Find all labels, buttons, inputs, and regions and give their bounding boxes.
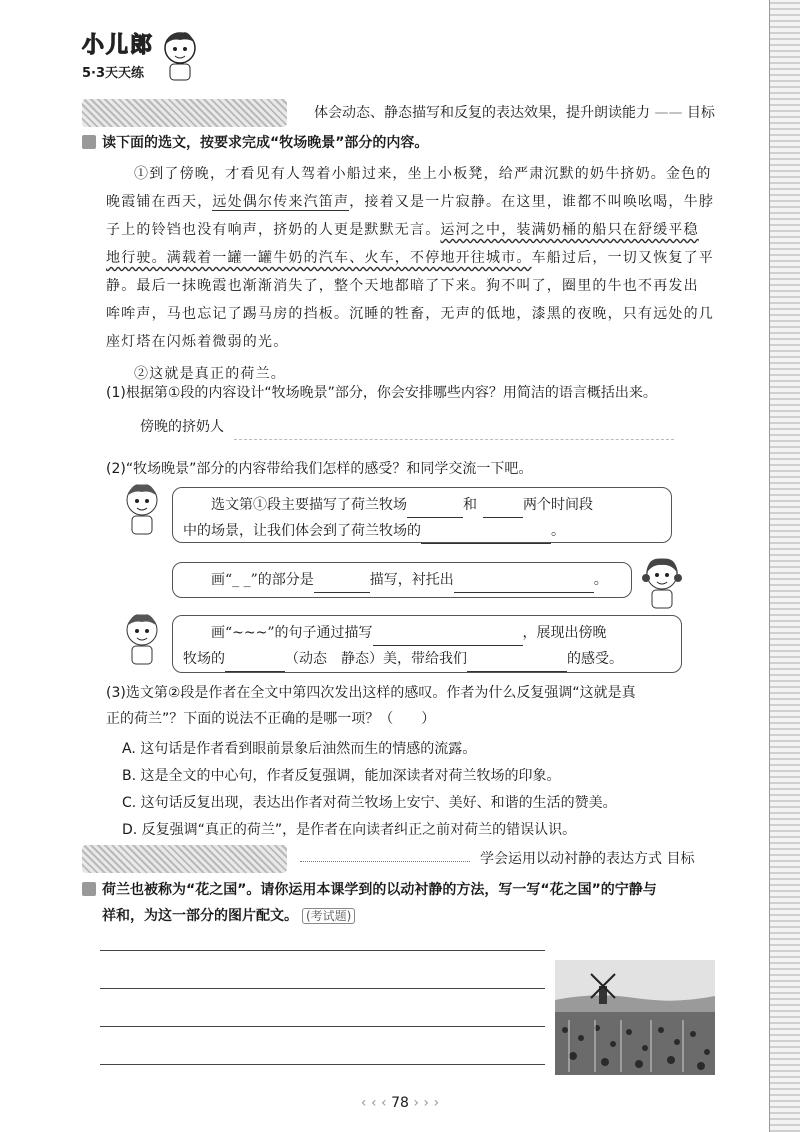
series-label: 5·3天天练 xyxy=(82,66,145,81)
blank-time-2[interactable] xyxy=(483,501,523,518)
exam-tag: (考试题) xyxy=(302,908,355,924)
passage-line: 晚霞铺在西天，远处偶尔传来汽笛声，接着又是一片寂静。在这里，谁都不叫唤吆喝，牛脖 xyxy=(106,194,715,210)
wavy-underlined-sentence: 运河之中，装满奶桶的船只在舒缓平稳 xyxy=(440,222,699,238)
passage-line: 座灯塔在闪烁着微弱的光。 xyxy=(106,334,289,350)
mascot-icon xyxy=(160,28,200,86)
page-binding-edge xyxy=(769,0,800,1132)
option-d[interactable]: D. 反复强调“真正的荷兰”，是作者在向读者纠正之前对荷兰的错误认识。 xyxy=(122,822,577,838)
section2-goal-text: 学会运用以动衬静的表达方式 xyxy=(480,851,662,867)
question-1-answer-field[interactable] xyxy=(140,414,700,440)
page-number: 78 xyxy=(391,1095,409,1111)
section2-banner xyxy=(82,845,287,873)
section2-goal xyxy=(480,846,694,872)
passage-line: 哞哞声，马也忘记了踢马房的挡板。沉睡的牲畜，无声的低地，漆黑的夜晚，只有远处的几 xyxy=(106,306,714,322)
brand-mark: 小儿郎 xyxy=(82,32,155,58)
question-3-options xyxy=(122,736,617,844)
question-1-answer: 傍晚的挤奶人 xyxy=(140,419,224,435)
passage-line: ①到了傍晚，才看见有人驾着小船过来，坐上小板凳，给严肃沉默的奶牛挤奶。金色的 xyxy=(134,166,712,182)
section2-prompt: 荷兰也被称为“花之国”。请你运用本课学到的以动衬静的方法，写一写“花之国”的宁静与 祥和，为这一部分的图片配文。 (考试题) xyxy=(82,877,722,929)
passage-line: 子上的铃铛也没有响声，挤奶的人更是默默无言。运河之中，装满奶桶的船只在舒缓平稳 xyxy=(106,222,699,238)
blank-described-things[interactable] xyxy=(373,629,523,646)
question-number-icon-2 xyxy=(82,882,96,896)
section2-divider xyxy=(300,860,470,862)
section1-goal: 体会动态、静态描写和反复的表达效果，提升朗读能力 —— 目标 xyxy=(314,105,715,121)
wavy-mark: ~~~ xyxy=(232,625,268,641)
passage-paragraph-2: ②这就是真正的荷兰。 xyxy=(134,366,286,382)
section2-goal-suffix: 目标 xyxy=(666,851,695,867)
page-footer: ‹ ‹ ‹ 78 › › › xyxy=(360,1095,440,1111)
option-c[interactable]: C. 这句话反复出现，表达出作者对荷兰牧场上安宁、美好、和谐的生活的赞美。 xyxy=(122,795,617,811)
writing-line xyxy=(100,950,545,951)
girl-mascot-icon xyxy=(640,554,684,612)
answer-bubble-2: 画“_ _”的部分是 描写，衬托出 。 xyxy=(172,562,632,598)
section1-banner xyxy=(82,99,287,127)
header-logo xyxy=(82,28,202,88)
question-3: (3)选文第②段是作者在全文中第四次发出这样的感叹。作者为什么反复强调“这就是真 正的荷兰”？下面的说法不正确的是哪一项？（ ） xyxy=(106,685,636,727)
option-b[interactable]: B. 这是全文的中心句，作者反复强调，能加深读者对荷兰牧场的印象。 xyxy=(122,768,561,784)
section1-goal-suffix: 目标 xyxy=(686,105,715,121)
blank-contrast[interactable] xyxy=(454,576,594,593)
writing-line xyxy=(100,1026,545,1027)
boy-mascot-icon xyxy=(120,480,164,538)
question-number-icon xyxy=(82,135,96,149)
question-1: (1)根据第①段的内容设计“牧场晚景”部分，你会安排哪些内容？用简洁的语言概括出来。 xyxy=(106,385,657,401)
boy-mascot-icon-2 xyxy=(120,610,164,668)
blank-feeling-2[interactable] xyxy=(467,655,567,672)
answer-bubble-3: 画“~~~”的句子通过描写 ，展现出傍晚 牧场的 （动态 静态）美，带给我们 的感受。 xyxy=(172,615,682,673)
question-2: (2)“牧场晚景”部分的内容带给我们怎样的感受？和同学交流一下吧。 xyxy=(106,461,533,477)
blank-feeling[interactable] xyxy=(421,527,551,544)
passage-line: 静。最后一抹晚霞也渐渐消失了，整个天地都暗了下来。狗不叫了，圈里的牛也不再发出 xyxy=(106,278,699,294)
option-a[interactable]: A. 这句话是作者看到眼前景象后油然而生的情感的流露。 xyxy=(122,741,477,757)
passage xyxy=(106,160,721,388)
writing-area[interactable] xyxy=(100,950,545,1080)
writing-line xyxy=(100,988,545,989)
blank-description-type[interactable] xyxy=(314,576,370,593)
tulip-field-windmill-image xyxy=(555,960,715,1075)
dashed-mark: _ _ xyxy=(232,572,251,588)
answer-bubble-1: 选文第①段主要描写了荷兰牧场 和 两个时间段 中的场景，让我们体会到了荷兰牧场的 。 xyxy=(172,487,672,543)
passage-line: 地行驶。满载着一罐一罐牛奶的汽车、火车，不停地开往城市。车船过后，一切又恢复了平 xyxy=(106,250,715,266)
dashed-underlined-phrase: 远处偶尔传来汽笛声 xyxy=(212,194,350,210)
section1-intro: 读下面的选文，按要求完成“牧场晚景”部分的内容。 xyxy=(82,130,428,156)
blank-time-1[interactable] xyxy=(407,501,463,518)
writing-line xyxy=(100,1064,545,1065)
section1-goal-text: 体会动态、静态描写和反复的表达效果，提升朗读能力 xyxy=(314,105,650,121)
blank-quality[interactable] xyxy=(225,655,285,672)
